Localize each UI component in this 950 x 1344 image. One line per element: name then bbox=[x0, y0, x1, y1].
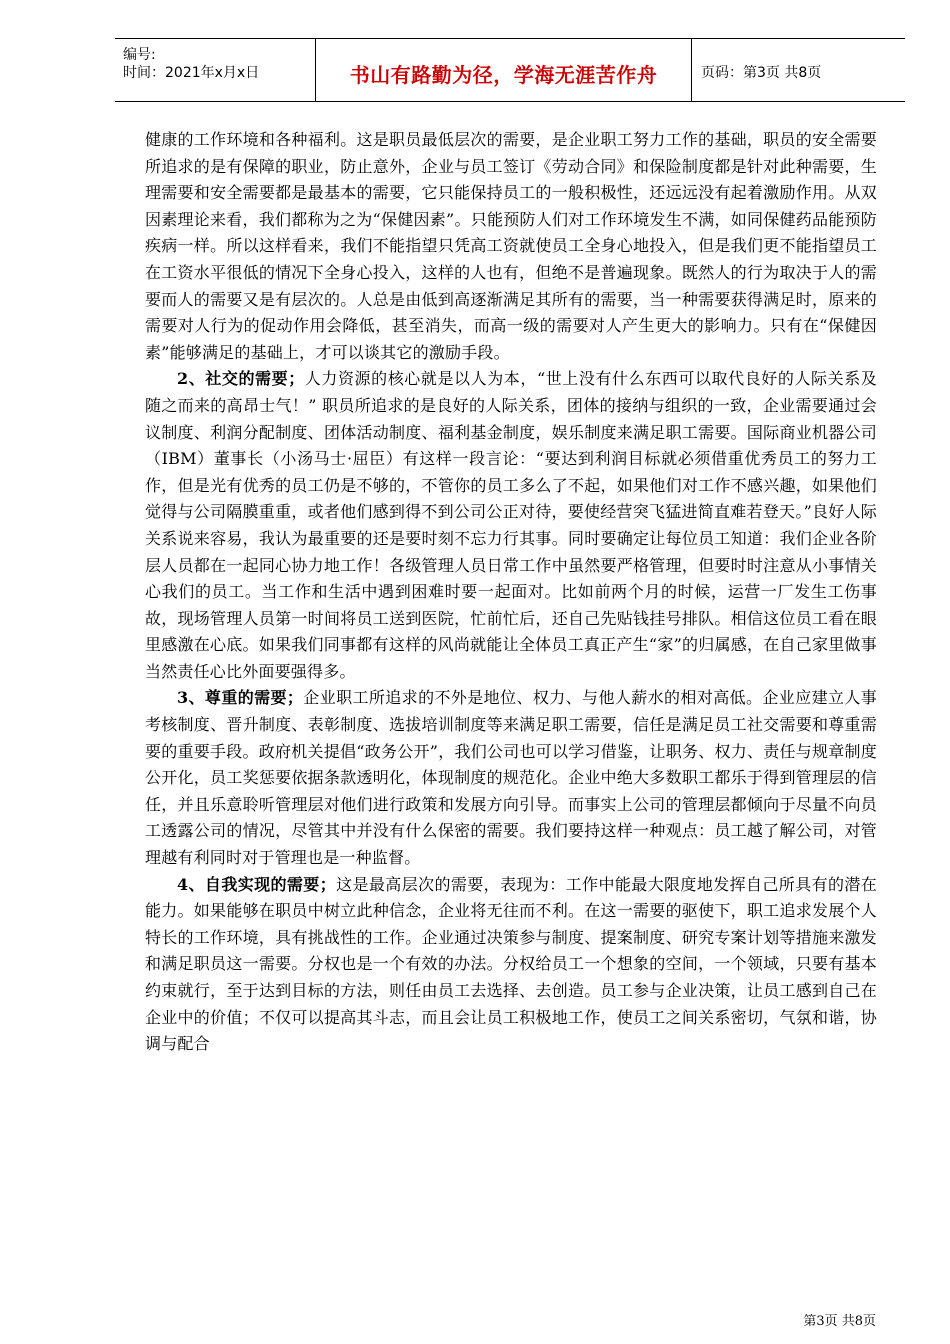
body-paragraph-self-actualization bbox=[145, 872, 877, 1058]
body-paragraph-esteem-needs bbox=[145, 685, 877, 871]
header-motto-cell bbox=[315, 39, 692, 101]
header-meta-cell bbox=[115, 39, 315, 101]
page-header bbox=[115, 38, 905, 102]
section-heading-social: 2、社交的需要； bbox=[177, 369, 305, 389]
header-page-cell bbox=[691, 39, 905, 101]
paragraph-text: 健康的工作环境和各种福利。这是职员最低层次的需要，是企业职工努力工作的基础，职员的安全需要所追求的是有保障的职业，防止意外，企业与员工签订《劳动合同》和保险制度都是针对此种需要，生理需要和安全需要都是最基本的需要，它只能保持员工的一般积极性，还远远没有起着激励作用。从双因素理论来看，我们都称为之为“保健因素”。只能预防人们对工作环境发生不满，如同保健药品能预防疾病一样。所以这样看来，我们不能指望只凭高工资就使员工全身心地投入，但是我们更不能指望员工在工资水平很低的情况下全身心投入，这样的人也有，但绝不是普遍现象。既然人的行为取决于人的需要而人的需要又是有层次的。人总是由低到高逐渐满足其所有的需要，当一种需要获得满足时，原来的需要对人行为的促动作用会降低，甚至消失，而高一级的需要对人产生更大的影响力。只有在“保健因素”能够满足的基础上，才可以谈其它的激励手段。 bbox=[145, 130, 877, 362]
section-heading-esteem: 3、尊重的需要； bbox=[177, 688, 304, 708]
paragraph-text: 人力资源的核心就是以人为本，“世上没有什么东西可以取代良好的人际关系及随之而来的高昂士气！” 职员所追求的是良好的人际关系，团体的接纳与组织的一致，企业需要通过会议制度、利润分配制度、团体活动制度、福利基金制度，娱乐制度来满足职工需要。国际商业机器公司（IBM）董事长（小汤马士·屈臣）有这样一段言论：“要达到利润目标就必须借重优秀员工的努力工作，但是光有优秀的员工仍是不够的，不管你的员工多么了不起，如果他们对工作不感兴趣，如果他们觉得与公司隔膜重重，或者他们感到得不到公司公正对待，要使经营突飞猛进简直难若登天。”良好人际关系说来容易，我认为最重要的还是要时刻不忘力行其事。同时要确定让每位员工知道：我们企业各阶层人员都在一起同心协力地工作！各级管理人员日常工作中虽然要严格管理，但要时时注意从小事情关心我们的员工。当工作和生活中遇到困难时要一起面对。比如前两个月的时候，运营一厂发生工伤事故，现场管理人员第一时间将员工送到医院，忙前忙后，还自己先贴钱挂号排队。相信这位员工看在眼里感激在心底。如果我们同事都有这样的风尚就能让全体员工真正产生“家”的归属感，在自己家里做事当然责任心比外面要强得多。 bbox=[145, 369, 878, 681]
body-paragraph-1 bbox=[145, 127, 877, 366]
paragraph-text: 这是最高层次的需要，表现为：工作中能最大限度地发挥自己所具有的潜在能力。如果能够在职员中树立此种信念，企业将无往而不利。在这一需要的驱使下，职工追求发展个人特长的工作环境，具有挑战性的工作。企业通过决策参与制度、提案制度、研究专案计划等措施来激发和满足职员这一需要。分权也是一个有效的办法。分权给员工一个想象的空间，一个领域，只要有基本约束就行，至于达到目标的方法，则任由员工去选择、去创造。员工参与企业决策，让员工感到自己在企业中的价值；不仅可以提高其斗志，而且会让员工积极地工作，使员工之间关系密切，气氛和谐，协调与配合 bbox=[145, 874, 877, 1054]
body-paragraph-social-needs bbox=[145, 366, 877, 685]
motto-text: 书山有路勤为径，学海无涯苦作舟 bbox=[349, 63, 658, 87]
serial-number-label: 编号: bbox=[123, 47, 156, 63]
header-page-info: 页码：第3页 共8页 bbox=[701, 65, 822, 81]
paragraph-text: 企业职工所追求的不外是地位、权力、与他人薪水的相对高低。企业应建立人事考核制度、晋升制度、表彰制度、选拔培训制度等来满足职工需要，信任是满足员工社交需要和尊重需要的重要手段。政府机关提倡“政务公开”，我们公司也可以学习借鉴，让职务、权力、责任与规章制度公开化，员工奖惩要依据条款透明化，体现制度的规范化。企业中绝大多数职工都乐于得到管理层的信任，并且乐意聆听管理层对他们进行政策和发展方向引导。而事实上公司的管理层都倾向于尽量不向员工透露公司的情况，尽管其中并没有什么保密的需要。我们要持这样一种观点：员工越了解公司，对管理越有利同时对于管理也是一种监督。 bbox=[145, 688, 877, 868]
section-heading-self-actualization: 4、自我实现的需要； bbox=[177, 874, 336, 894]
document-body bbox=[145, 127, 877, 1058]
date-label: 时间：2021年x月x日 bbox=[123, 65, 260, 81]
page-footer-number: 第3页 共8页 bbox=[803, 1314, 876, 1329]
